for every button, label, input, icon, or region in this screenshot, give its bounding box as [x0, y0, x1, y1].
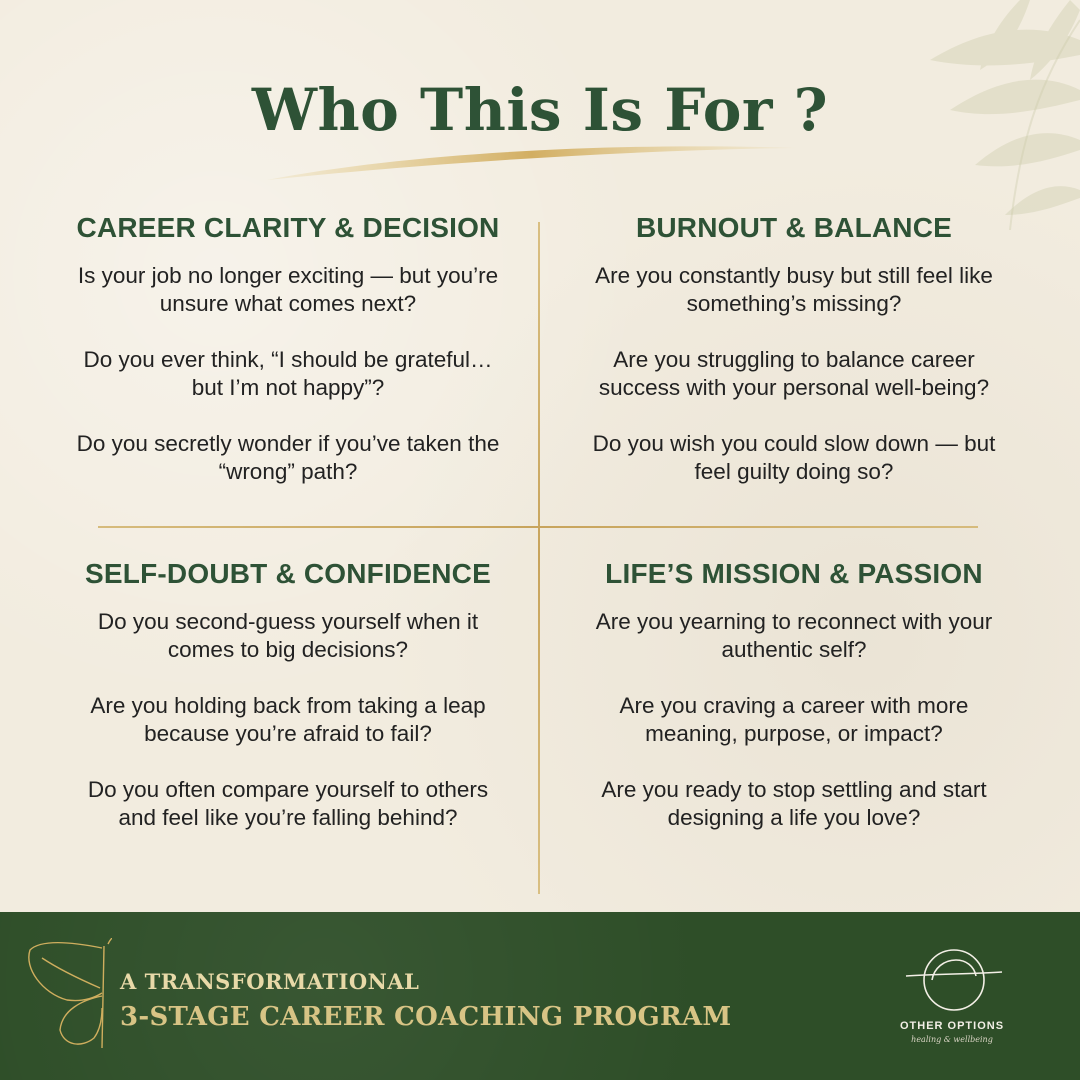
- section-heading: BURNOUT & BALANCE: [635, 212, 953, 243]
- brand-name: OTHER OPTIONS: [899, 1020, 1005, 1032]
- question-text: Do you secretly wonder if you’ve taken the “wrong” path?: [76, 431, 500, 484]
- title-underline-swoosh: [262, 138, 802, 188]
- question-text: Is your job no longer exciting — but you’re unsure what comes next?: [77, 263, 499, 316]
- question-text: Do you often compare yourself to others and feel like you’re falling behind?: [87, 777, 489, 830]
- section-self-doubt: [53, 558, 523, 860]
- footer-banner: [0, 912, 1080, 1080]
- brand-subtitle: healing & wellbeing: [911, 1035, 993, 1044]
- butterfly-icon: [22, 938, 112, 1058]
- section-heading: CAREER CLARITY & DECISION: [76, 212, 500, 243]
- question-text: Do you second-guess yourself when it comes to big decisions?: [97, 609, 479, 662]
- question-text: Are you holding back from taking a leap because you’re afraid to fail?: [90, 693, 486, 746]
- question-text: Are you craving a career with more meaning, purpose, or impact?: [619, 693, 969, 746]
- section-burnout-balance: [559, 212, 1029, 514]
- vertical-divider: [538, 222, 540, 894]
- section-life-mission: [559, 558, 1029, 860]
- tagline-line-2: 3-STAGE CAREER COACHING PROGRAM: [120, 1002, 732, 1032]
- question-text: Are you ready to stop settling and start designing a life you love?: [601, 777, 987, 830]
- horizontal-divider: [98, 526, 978, 528]
- other-options-logo-icon: [904, 942, 1004, 1022]
- section-heading: SELF-DOUBT & CONFIDENCE: [85, 558, 491, 589]
- question-text: Are you constantly busy but still feel like something’s missing?: [595, 263, 993, 316]
- page-title: Who This Is For ?: [251, 76, 829, 144]
- question-text: Are you yearning to reconnect with your authentic self?: [595, 609, 993, 662]
- section-career-clarity: [53, 212, 523, 514]
- tagline-line-1: A TRANSFORMATIONAL: [120, 969, 420, 994]
- section-heading: LIFE’S MISSION & PASSION: [605, 558, 983, 589]
- question-text: Are you struggling to balance career success with your personal well-being?: [598, 347, 990, 400]
- question-text: Do you wish you could slow down — but feel guilty doing so?: [592, 431, 996, 484]
- question-text: Do you ever think, “I should be grateful…but I’m not happy”?: [83, 347, 493, 400]
